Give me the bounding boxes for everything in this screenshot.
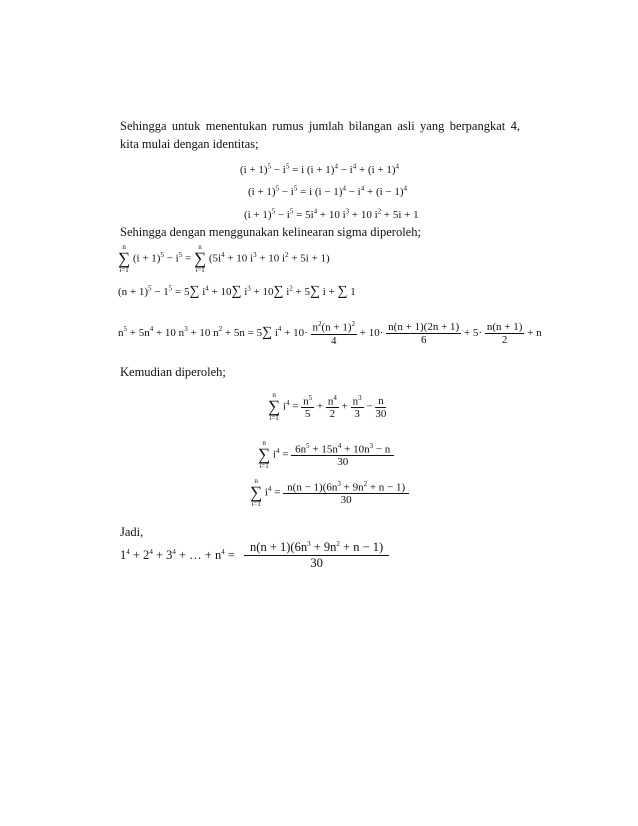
sigma-intro-paragraph: Sehingga dengan menggunakan kelinearan sigma diperoleh; bbox=[120, 225, 421, 239]
sigma-line-1: n ∑ i=1 $(i + 1)^5 - i^5$ = n ∑ i=1 ($5i^4 + 10$ $i^3 + 10$ $i^2 + 5i + 1$) bbox=[118, 243, 330, 274]
identity-line-1 bbox=[240, 162, 399, 176]
final-denominator: 30 bbox=[310, 556, 323, 571]
sigma-symbol: n ∑ i=1 bbox=[118, 243, 131, 274]
identity-line-1-text: $(i + 1)^5 - i^5 = i$ $(i + 1)^4 - i^4 + (i + 1)^4$ bbox=[240, 162, 400, 176]
final-formula bbox=[120, 540, 389, 571]
intro-paragraph: Sehingga untuk menentukan rumus jumlah bilangan asli yang berpangkat 4, kita mulai dengan identitas; bbox=[120, 119, 520, 151]
sigma-symbol: n ∑ i=1 bbox=[258, 439, 271, 470]
identity-line-3 bbox=[244, 207, 419, 221]
fraction: $\frac{n^2(n + 1)^2}{4}$ bbox=[312, 320, 356, 347]
sigma-line-3: $n^5 + 5n^4 + 10$ $n^3 + 10$ $n^2 + 5n = 5\sum$ $i^4 + 10\cdot$ $\frac{n^2(n + 1)^2}{4}$ + 10· $\frac{n(n + 1)(2n + 1)}{6}$ + 5· $\frac{n(n + 1)}{2}$ + n bbox=[118, 320, 542, 347]
final-numerator: $n(n + 1)(6n^3 + 9n^2 + n - 1)$ bbox=[244, 540, 389, 556]
result-line-2: n ∑ i=1 $i^4$ = $\frac{6n^5 + 15n^4 + 10n^3 - n}{30}$ bbox=[258, 440, 394, 470]
identity-line-1-source bbox=[0, 0, 1, 1]
fraction: $\frac{n(n + 1)(2n + 1)}{6}$ bbox=[388, 320, 460, 346]
sigma-symbol: n ∑ i=1 bbox=[193, 243, 207, 274]
conclusion-label: Jadi, bbox=[120, 525, 144, 539]
sigma-symbol: n ∑ i=1 bbox=[268, 391, 281, 422]
fraction: $\frac{n(n + 1)}{2}$ bbox=[486, 320, 523, 346]
identity-line-3-text: $(i + 1)^5 - i^5 = 5i^4 + 10$ $i^3 + 10$ $i^2 + 5i + 1$ bbox=[244, 207, 419, 221]
identity-line-2 bbox=[248, 184, 407, 198]
sigma-line-2: $(n + 1)^5 - 1^5 = 5\sum$ $i^4 + 10\sum$ $i^3 + 10\sum$ $i^2 + 5\sum$ i + ∑ 1 bbox=[118, 284, 356, 299]
identity-line-2-text: $(i + 1)^5 - i^5 = i$ $(i - 1)^4 - i^4 + (i - 1)^4$ bbox=[248, 184, 408, 198]
final-fraction bbox=[244, 540, 389, 571]
final-lhs: $1^4 + 2^4 + 3^4$ + … + $n^4$ = bbox=[120, 548, 235, 563]
result-line-1: n ∑ i=1 $i^4$ = $\frac{n^5}{5}$ + $\frac{n^4}{2}$ + $\frac{n^3}{3}$ − $\frac{n}{30}$ bbox=[268, 391, 387, 422]
sigma-symbol: n ∑ i=1 bbox=[250, 477, 263, 508]
result-intro-paragraph: Kemudian diperoleh; bbox=[120, 365, 226, 379]
result-line-3: n ∑ i=1 $i^4$ = $\frac{n(n - 1)(6n^3 + 9n^2 + n - 1)}{30}$ bbox=[250, 478, 409, 508]
